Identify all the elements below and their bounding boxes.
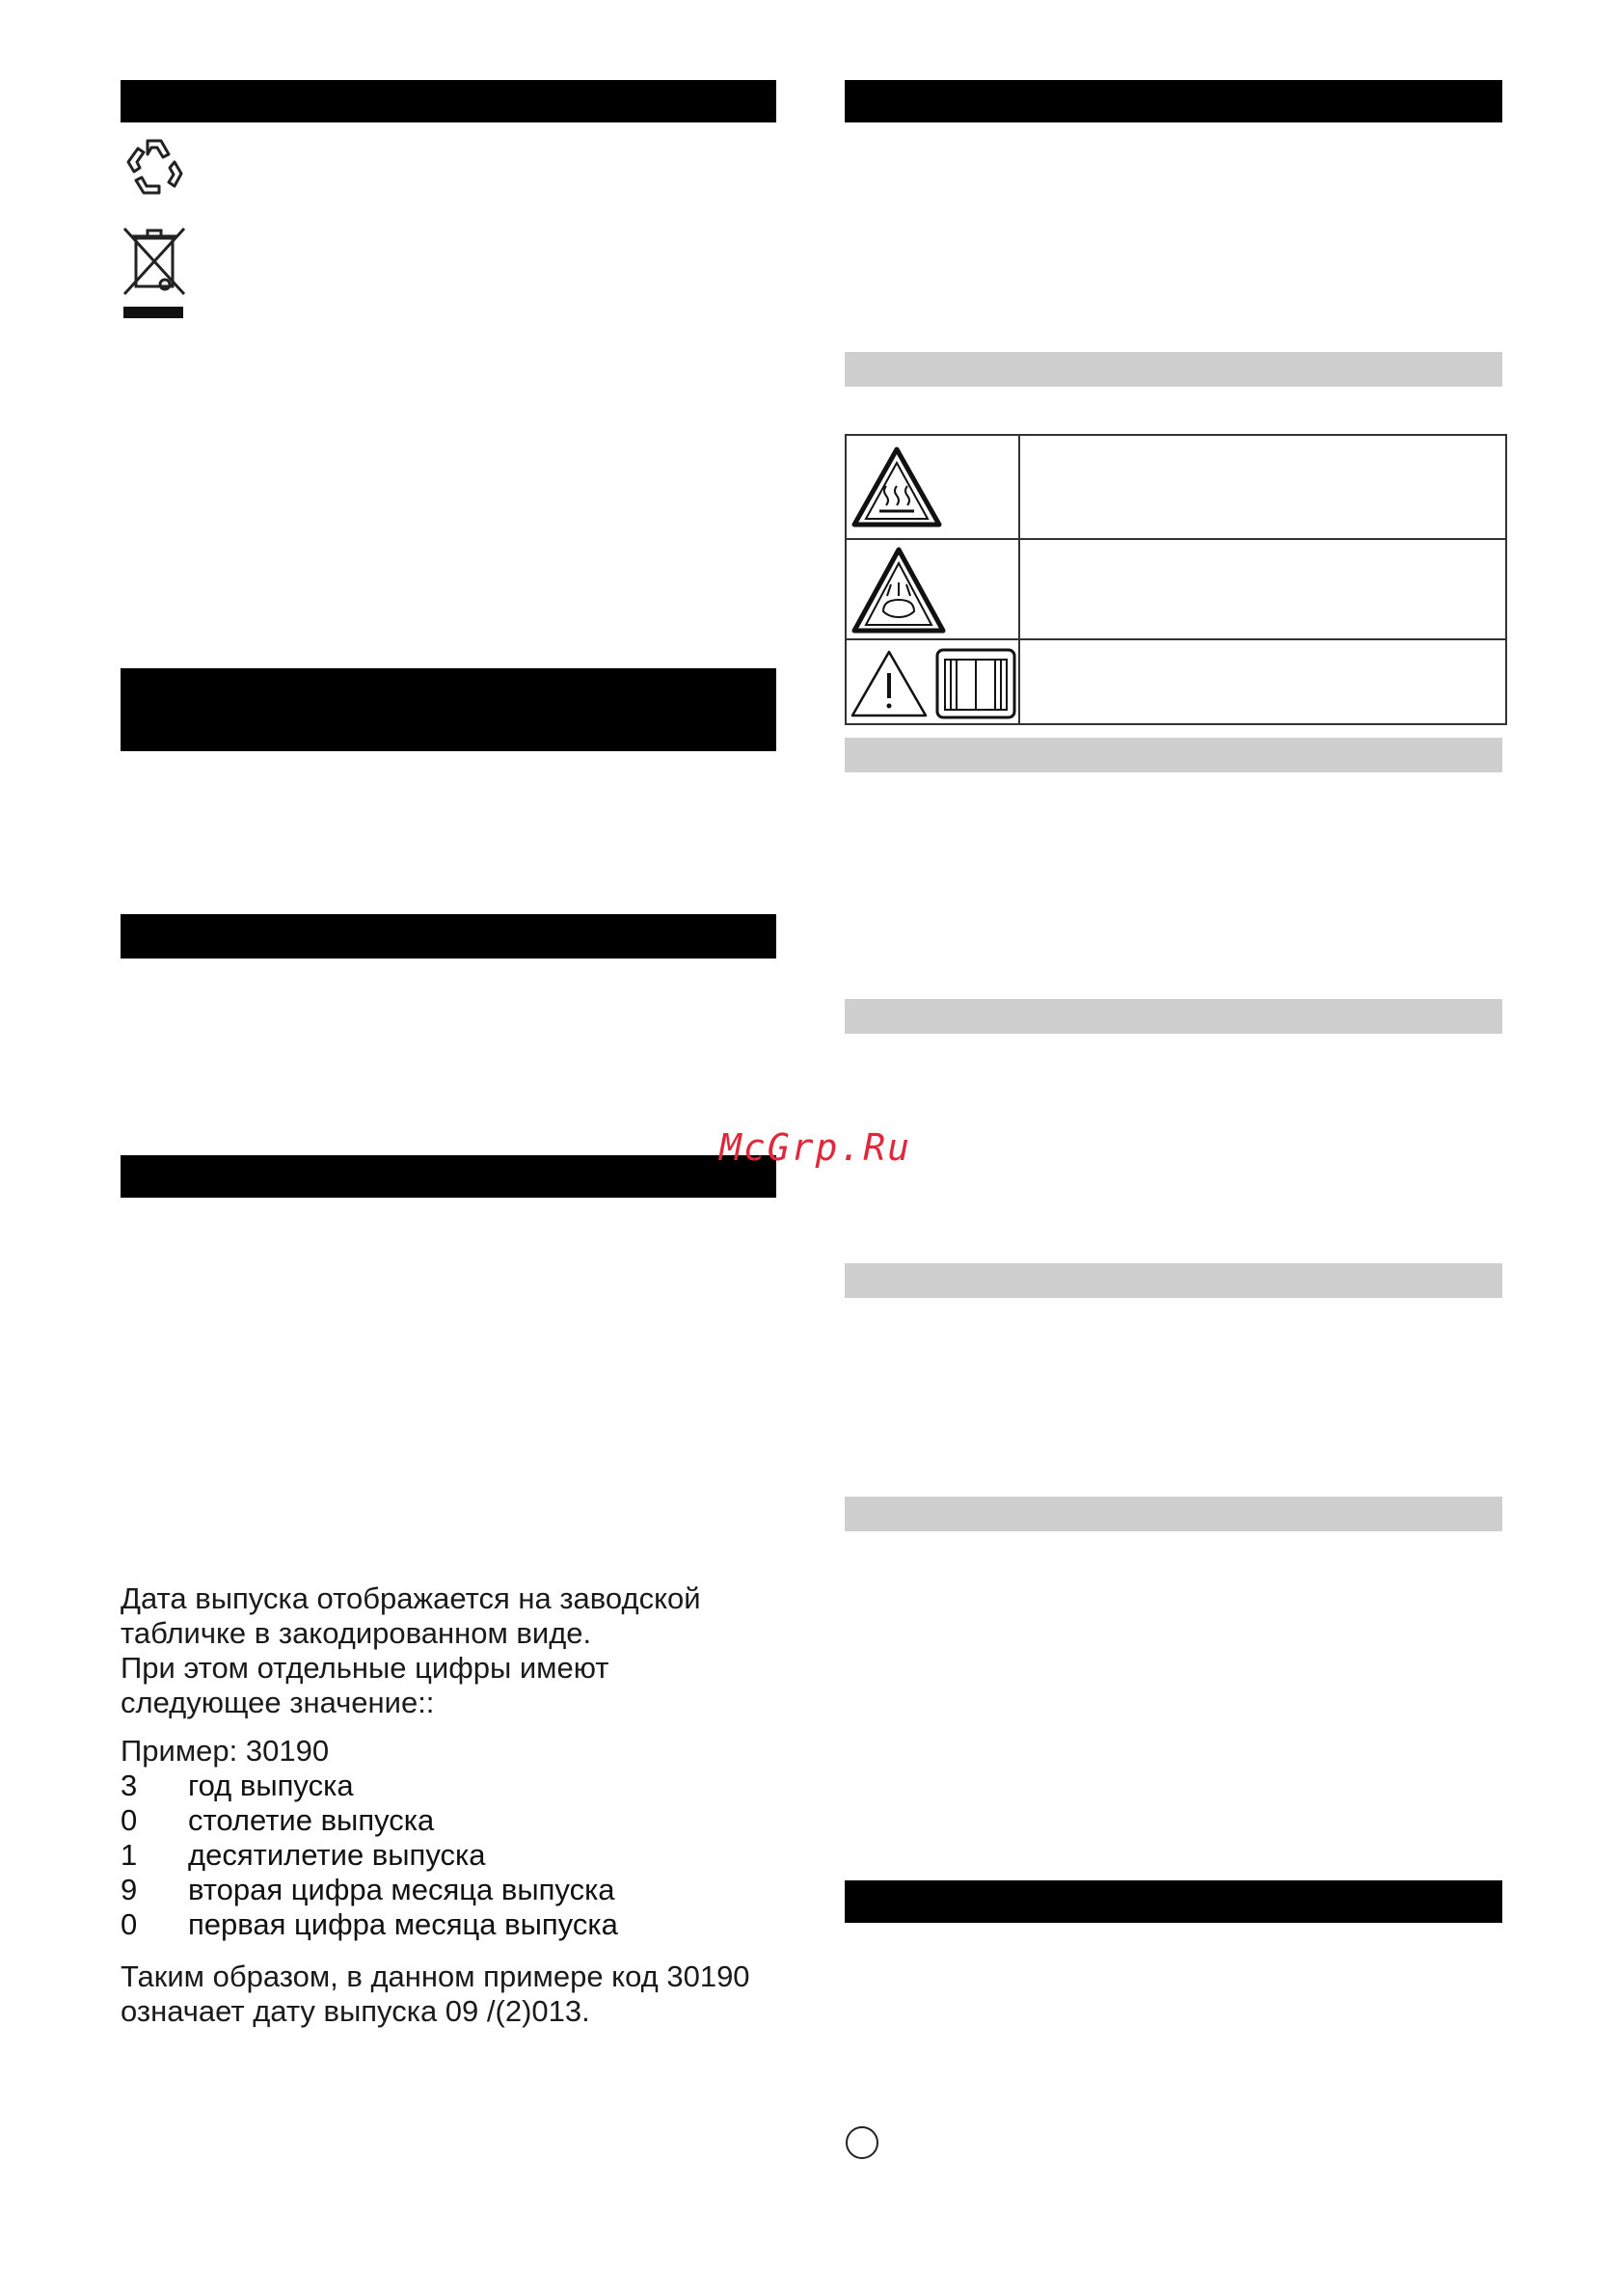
code-digit: 3 (121, 1769, 138, 1802)
section-header-bar (121, 914, 776, 959)
warning-symbols-table (845, 434, 1507, 725)
date-description-line: Дата выпуска отображается на заводской (121, 1581, 701, 1615)
example-label: Пример: 30190 (121, 1734, 330, 1768)
code-digit: 0 (121, 1803, 138, 1837)
crossed-bin-icon (121, 225, 188, 321)
circle-mark-icon (846, 2126, 878, 2159)
conclusion-line: Таким образом, в данном примере код 30190 (121, 1959, 750, 1993)
section-header-bar (121, 80, 776, 122)
code-digit: 0 (121, 1907, 138, 1941)
subsection-header-bar (845, 1263, 1502, 1298)
warning-row (847, 436, 1505, 540)
section-header-bar (845, 1880, 1502, 1923)
warning-row (847, 540, 1505, 640)
code-meaning: первая цифра месяца выпуска (188, 1907, 618, 1941)
steam-warning-icon (850, 544, 947, 641)
read-manual-warning-icon (850, 648, 1018, 724)
date-description-line: следующее значение:: (121, 1686, 435, 1719)
code-meaning: десятилетие выпуска (188, 1838, 486, 1872)
code-meaning: год выпуска (188, 1769, 354, 1802)
section-header-bar (845, 80, 1502, 122)
hot-surface-warning-icon (850, 444, 943, 535)
subsection-header-bar (845, 999, 1502, 1034)
warning-row (847, 640, 1505, 723)
conclusion-line: означает дату выпуска 09 /(2)013. (121, 1994, 590, 2028)
subsection-header-bar (845, 1497, 1502, 1531)
section-header-bar (121, 1155, 776, 1198)
date-description-line: При этом отдельные цифры имеют (121, 1651, 609, 1685)
code-meaning: вторая цифра месяца выпуска (188, 1873, 615, 1906)
recycle-icon (121, 133, 188, 201)
code-meaning: столетие выпуска (188, 1803, 435, 1837)
code-digit: 9 (121, 1873, 138, 1906)
watermark: McGrp.Ru (719, 1126, 912, 1169)
code-digit: 1 (121, 1838, 138, 1872)
date-description-line: табличке в закодированном виде. (121, 1616, 592, 1650)
subsection-header-bar (845, 352, 1502, 387)
subsection-header-bar (845, 738, 1502, 772)
section-header-bar (121, 668, 776, 751)
